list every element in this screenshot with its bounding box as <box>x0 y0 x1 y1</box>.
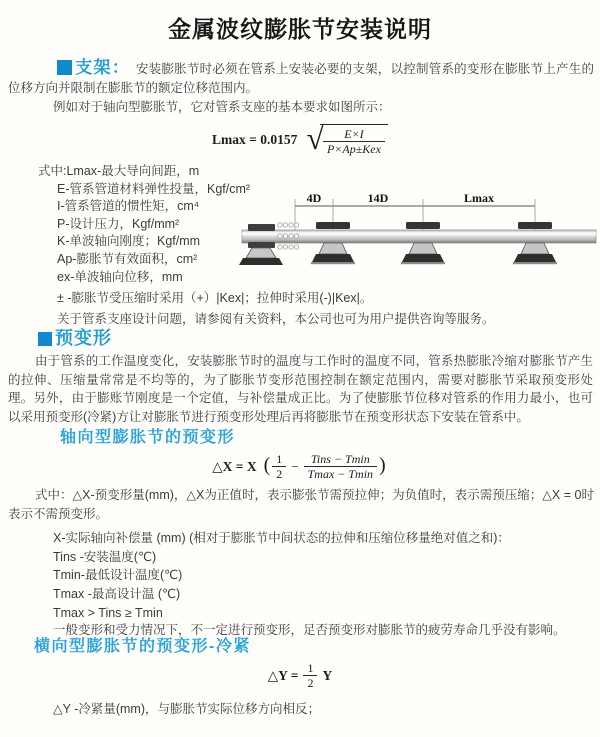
list-item: Tins -安装温度(℃) <box>53 549 157 564</box>
list-item: 关于管系支座设计问题，请参阅有关资料，本公司也可为用户提供咨询等服务。 <box>57 311 495 326</box>
predeform-heading-text: 预变形 <box>55 328 112 348</box>
dim-label-14d: 14D <box>367 191 389 205</box>
half-fraction <box>272 452 286 481</box>
lateral-subheading: 横向型膨胀节的预变形-冷紧 <box>34 638 251 655</box>
formula-delta-y <box>0 661 600 690</box>
list-item: K-单波轴向刚度；Kgf/mm <box>57 234 201 249</box>
formula-dy-rhs: Y <box>322 667 333 683</box>
formula-dx-lhs: △X = X <box>212 458 257 474</box>
list-item: ex-单波轴向位移，mm <box>57 269 183 284</box>
dim-label-4d: 4D <box>306 191 322 205</box>
formula-delta-x <box>0 452 600 481</box>
temperature-fraction <box>304 452 377 481</box>
fraction-denominator: 2 <box>272 466 286 481</box>
list-item: E-管系管道材料弹性投量，Kgf/cm² <box>57 181 251 196</box>
page-title: 金属波纹膨胀节安装说明 <box>168 16 432 42</box>
list-item: ± -膨胀节受压缩时采用（+）|Kex|；拉伸时采用(-)|Kex|。 <box>57 291 373 306</box>
axial-definitions-list <box>53 529 593 623</box>
radicand <box>320 124 388 156</box>
list-item: Tmin-最低设计温度(℃) <box>53 568 183 583</box>
list-item: 式中:Lmax-最大导向间距，m <box>38 164 200 178</box>
open-paren: ( <box>263 454 271 476</box>
fraction-numerator: 1 <box>307 661 314 675</box>
pipe-support-diagram <box>238 190 600 278</box>
axial-subheading: 轴向型膨胀节的预变形 <box>60 429 236 446</box>
support-section-heading: 支架： <box>75 58 130 77</box>
predeform-body-paragraph: 由于管系的工作温度变化，安装膨胀节时的温度与工作时的温度不同，管系热膨胀冷缩对膨胀节产生的拉伸、压缩量常常是不均等的，为了膨胀节变形范围控制在额定范围内，需要对膨胀节采取预变形处理。另外，由于膨账节刚度是一个定值，与补偿量成正比。为了使膨胀节位移对管系的作用力最小，也可以采用预变形(冷紧)方让对膨胀节进行预变形处理后再将膨胀节在预变形状态下安装在管系中。 <box>8 354 593 425</box>
half-fraction <box>303 661 317 690</box>
predeform-section-heading <box>38 329 112 347</box>
radical <box>306 120 388 156</box>
fraction-numerator: Tins − Tmin <box>310 452 370 466</box>
delta-x-explanation: 式中：△X-预变形量(mm)，△X为正值时，表示膨张节需预拉伸；为负值时，表示需预压缩；△X = 0时表示不需预变形。 <box>8 488 594 521</box>
fraction-numerator: 1 <box>276 452 283 466</box>
list-item: I-管系管道的惯性矩，cm⁴ <box>57 199 200 214</box>
fraction <box>323 127 385 156</box>
list-item: Ap-膨胀节有效面积，cm² <box>57 251 198 266</box>
fraction-numerator: E×I <box>344 127 364 141</box>
fraction-denominator: 2 <box>303 675 317 690</box>
list-item: X-实际轴向补偿量 (mm) (相对于膨胀节中间状态的拉伸和压缩位移量绝对值之和)： <box>53 531 510 545</box>
list-item: P-设计压力，Kgf/mm² <box>57 216 180 231</box>
fraction-denominator: Tmax − Tmin <box>304 466 377 481</box>
formula-dy-lhs: △Y = <box>267 667 299 683</box>
close-paren: ) <box>379 454 386 476</box>
delta-y-explanation: △Y -冷紧量(mm)，与膨胀节实际位移方向相反； <box>53 702 321 716</box>
support-example-line: 例如对于轴向型膨胀节，它对管系支座的基本要求如图所示： <box>53 100 391 114</box>
formula-lmax-lhs: Lmax = 0.0157 <box>212 132 298 147</box>
list-item: Tmax -最高设计温 (℃) <box>53 587 181 602</box>
list-item: Tmax > Tins ≥ Tmin <box>53 605 163 620</box>
radical-sign-icon: √ <box>306 120 324 156</box>
fraction-denominator: P×Ap±Kex <box>323 141 385 156</box>
support-intro-text: 安装膨胀节时必须在管系上安装必要的支架，以控制管系的变形在膨胀节上产生的位移方向并限制在膨胀节的额定位移范围内。 <box>8 62 594 95</box>
dim-label-lmax: Lmax <box>464 191 494 205</box>
formula-lmax <box>0 120 600 156</box>
predeform-note: 一般变形和受力情况下，不一定进行预变形，足否预变形对膨胀节的疲劳寿命几乎没有影响。 <box>53 623 566 637</box>
section-marker-icon <box>57 60 72 75</box>
support-intro-paragraph <box>8 59 594 98</box>
section-marker-icon <box>38 332 52 346</box>
minus-operator: − <box>291 458 299 474</box>
